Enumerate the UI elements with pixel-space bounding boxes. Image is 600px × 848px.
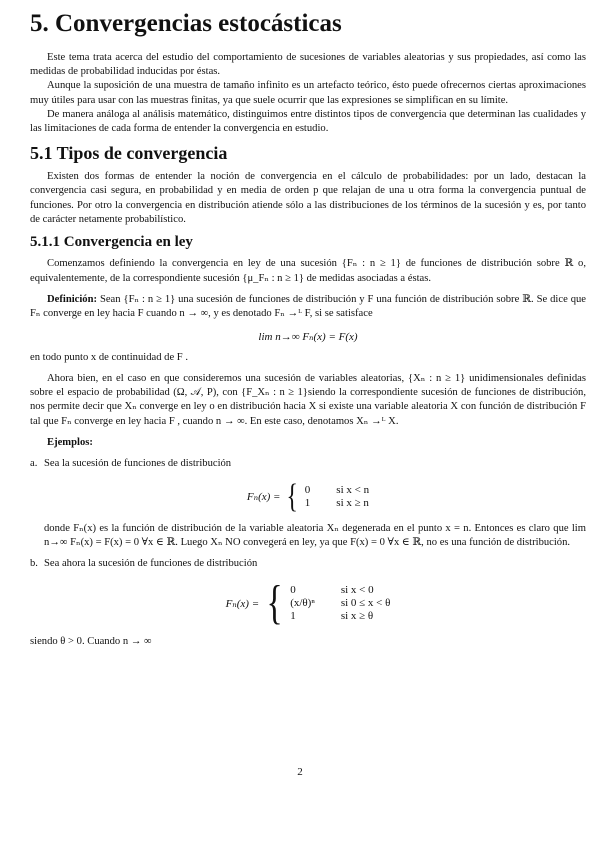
example-a-label: a.	[30, 458, 38, 470]
example-a-formula	[30, 477, 586, 515]
definition-after: en todo punto x de continuidad de F .	[30, 351, 189, 363]
intro-paragraph-3: De manera análoga al análisis matemático, distinguimos entre distintos tipos de convergencia que determinan las cualidades y las limitaciones de cada forma de entender la convergencia en estudio.	[30, 108, 586, 135]
definition-paragraph	[30, 293, 586, 322]
example-b-cases	[290, 584, 390, 622]
document-page	[30, 10, 586, 650]
case-condition: si x < n	[336, 484, 370, 497]
example-a-after: donde Fₙ(x) es la función de distribución de la variable aleatoria Xₙ degenerada en el punto x = n. Entonces es claro que lim n→∞ Fₙ(x) = F(x) = 0 ∀x ∈ ℝ. Luego Xₙ NO convegerá en ley, ya que F(x) = 0 ∀x ∈ ℝ, no es una función de distribución.	[44, 522, 586, 548]
chapter-title: 5. Convergencias estocásticas	[30, 10, 342, 37]
example-a-lhs: Fₙ(x) =	[246, 491, 281, 504]
case-value: (x/θ)ⁿ	[290, 597, 315, 610]
case-condition: si 0 ≤ x < θ	[340, 597, 391, 610]
examples-heading	[30, 436, 586, 450]
subsection-paragraph-1: Comenzamos definiendo la convergencia en ley de una sucesión {Fₙ : n ≥ 1} de funciones de distribución sobre ℝ o, equivalentemente, de la correspondiente sucesión {μ_Fₙ : n ≥ 1} de medidas asociadas a éstas.	[30, 258, 586, 284]
case-condition: si x ≥ θ	[340, 610, 374, 623]
examples-heading-text: Ejemplos:	[47, 436, 93, 448]
case-value: 1	[304, 497, 311, 510]
example-b-lhs: Fₙ(x) =	[225, 597, 260, 610]
section-paragraph: Existen dos formas de entender la noción de convergencia en el cálculo de probabilidades: por un lado, destacan la convergencia casi segura, en probabilidad y en media de orden p que relajan de una u otra forma la convergencia puntual de funciones. Por otro la convergencia en distribución atiende sólo a las distribuciones de los términos de la sucesión y es, por tanto de carácter netamente probabilístico.	[30, 171, 586, 226]
example-b-formula	[30, 576, 586, 630]
page-number: 2	[297, 766, 303, 778]
left-brace: {	[286, 477, 299, 515]
intro-paragraph-1: Este tema trata acerca del estudio del comportamiento de sucesiones de variables aleatorias y sus propiedades, así como las medidas de probabilidad inducidas por éstas.	[30, 51, 586, 78]
subsection-paragraph-2: Ahora bien, en el caso en que consideremos una sucesión de variables aleatorias, {Xₙ : n ≥ 1} unidimensionales definidas sobre el espacio de probabilidad (Ω, 𝒜, P), con {F_Xₙ : n ≥ 1}siendo la correspondiente sucesión de funciones de distribución, nos permite decir que Xₙ converge en ley o en distribución hacia X si existe una variable aleatoria X con función de distribución F tal que Fₙ converge en ley hacia F , cuando n → ∞. En este caso, denotamos Xₙ →ᴸ X.	[30, 372, 586, 427]
case-value: 0	[304, 484, 311, 497]
subsection-heading: 5.1.1 Convergencia en ley	[30, 234, 193, 251]
example-a-intro: Sea la sucesión de funciones de distribución	[44, 458, 232, 470]
example-b-intro: Sea ahora la sucesión de funciones de distribución	[44, 558, 258, 570]
intro-paragraph-2: Aunque la suposición de una muestra de tamaño infinito es un artefacto teórico, ésto puede ofrecernos ciertas aproximaciones muy útiles para usar con las muestras finitas, ya que suele ocurrir que las expresiones se simplifican en su límite.	[30, 80, 586, 106]
example-b-intro-line	[30, 557, 586, 571]
definition-formula: lim n→∞ Fₙ(x) = F(x)	[258, 330, 358, 343]
example-b	[30, 557, 586, 650]
section-heading: 5.1 Tipos de convergencia	[30, 142, 228, 163]
definition-text: Sean {Fₙ : n ≥ 1} una sucesión de funciones de distribución y F una función de distribución sobre ℝ. Se dice que Fₙ converge en ley hacia F cuando n → ∞, y es denotado Fₙ →ᴸ F, si se satisface	[30, 293, 586, 320]
example-b-label: b.	[30, 558, 38, 570]
example-a	[30, 457, 586, 550]
example-b-after: siendo θ > 0. Cuando n → ∞	[30, 636, 152, 648]
case-condition: si x ≥ n	[336, 497, 369, 510]
definition-label: Definición:	[47, 293, 98, 305]
example-a-intro-line	[30, 457, 586, 471]
left-brace: {	[266, 576, 283, 630]
case-value: 1	[290, 610, 296, 623]
example-a-cases	[305, 484, 369, 509]
case-condition: si x < 0	[340, 584, 374, 597]
case-value: 0	[290, 584, 296, 597]
